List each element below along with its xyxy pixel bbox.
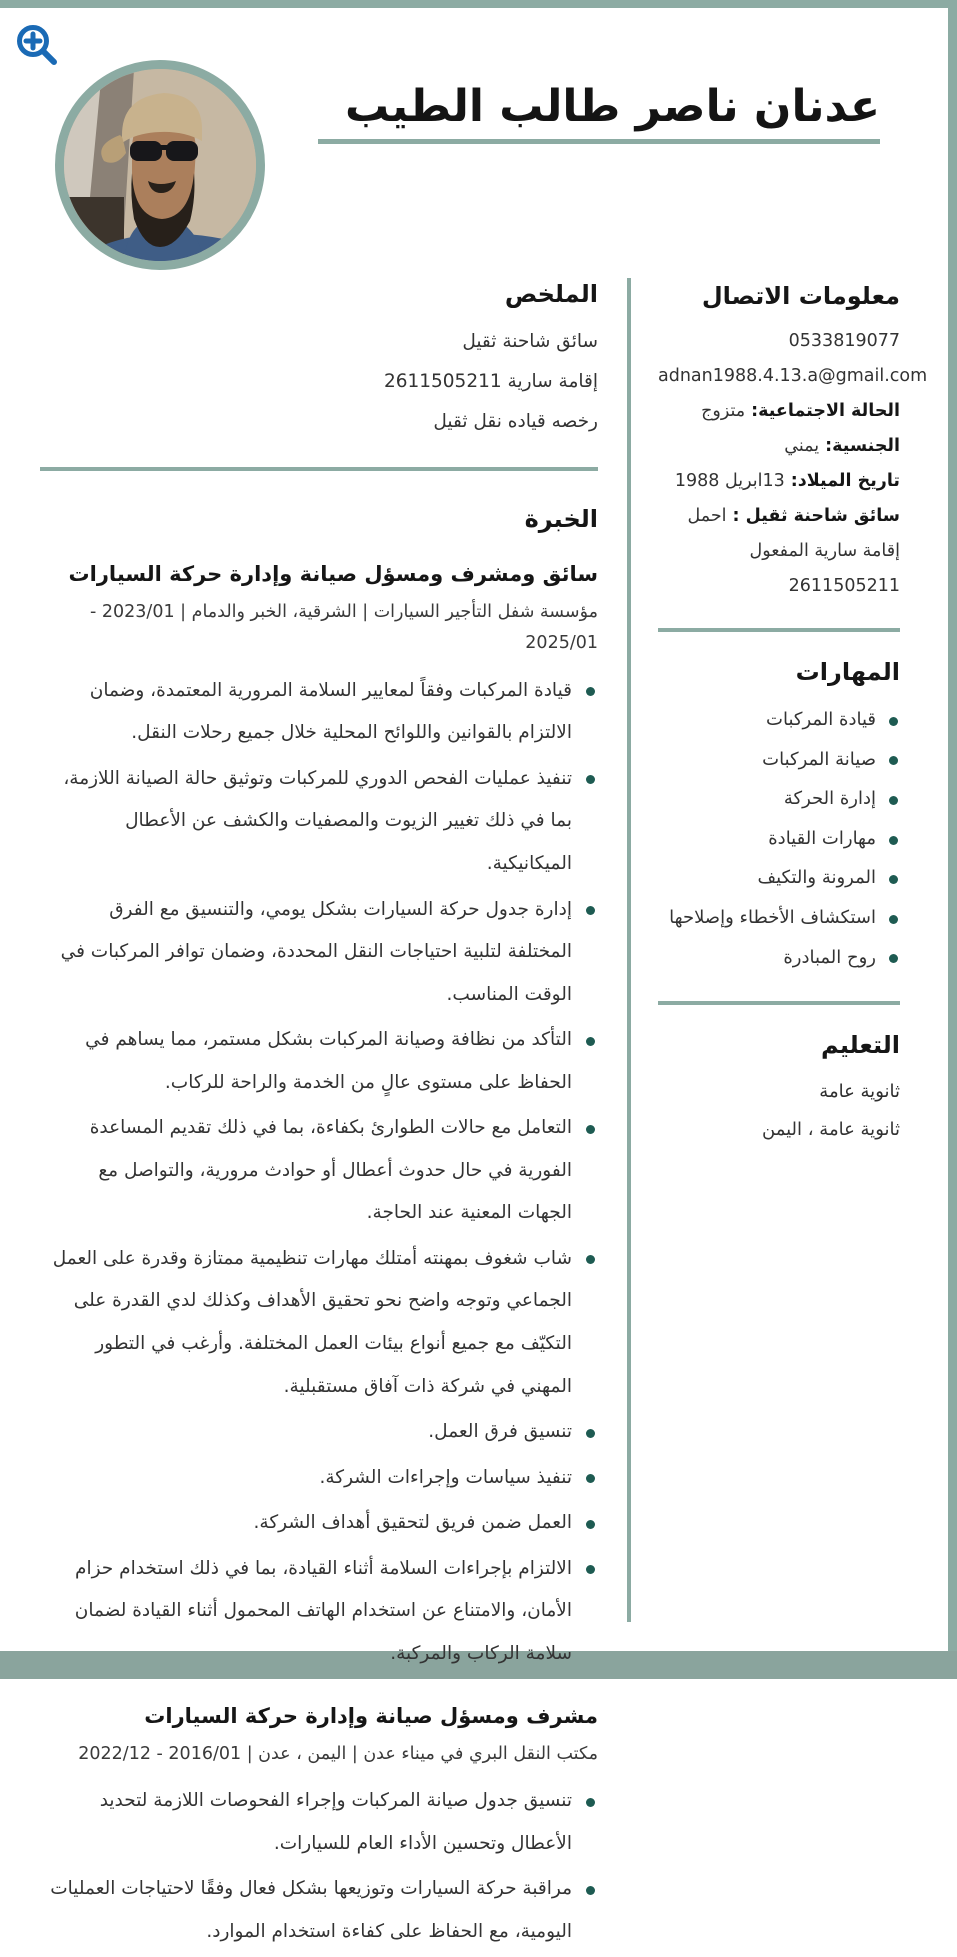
skills-title: المهارات bbox=[795, 658, 900, 686]
skills-list bbox=[658, 700, 900, 977]
summary-line: إقامة سارية 2611505211 bbox=[383, 370, 598, 392]
job-meta: مكتب النقل البري في ميناء عدن | اليمن ، عدن | 2016/01 - 2022/12 bbox=[78, 1743, 598, 1764]
zoom-in-icon bbox=[12, 20, 64, 72]
list-item: العمل ضمن فريق لتحقيق أهداف الشركة. bbox=[40, 1502, 598, 1545]
page-title: عدنان ناصر طالب الطيب bbox=[344, 81, 880, 133]
marital-status-field bbox=[658, 394, 900, 429]
list-item: إدارة الحركة bbox=[658, 779, 900, 819]
avatar bbox=[55, 60, 265, 270]
education-title: التعليم bbox=[821, 1031, 900, 1060]
summary-line: سائق شاحنة ثقيل bbox=[462, 331, 598, 352]
summary-line: رخصه قياده نقل ثقيل bbox=[433, 410, 598, 432]
list-item: مهارات القيادة bbox=[658, 819, 900, 859]
list-item: مراقبة حركة السيارات وتوزيعها بشكل فعال وفقًا لاحتياجات العمليات اليومية، مع الحفاظ على كفاءة استخدام الموارد. bbox=[40, 1868, 598, 1953]
sidebar-divider bbox=[658, 1001, 900, 1005]
sidebar-divider bbox=[658, 628, 900, 632]
license-field bbox=[658, 499, 900, 604]
list-item: المرونة والتكيف bbox=[658, 858, 900, 898]
list-item: تنفيذ عمليات الفحص الدوري للمركبات وتوثيق حالة الصيانة اللازمة، بما في ذلك تغيير الزيوت والمصفيات والكشف عن الأعطال الميكانيكية. bbox=[40, 758, 598, 886]
right-accent-strip bbox=[948, 8, 957, 1651]
job-role: مشرف ومسؤل صيانة وإدارة حركة السيارات bbox=[144, 1704, 598, 1729]
phone-number: 0533819077 bbox=[788, 331, 900, 351]
job-bullets bbox=[40, 1780, 598, 1953]
list-item: التعامل مع حالات الطوارئ بكفاءة، بما في ذلك تقديم المساعدة الفورية في حال حدوث أعطال أو حوادث مرورية، والتواصل مع الجهات المعنية عند الحاجة. bbox=[40, 1107, 598, 1235]
sidebar bbox=[658, 282, 928, 1149]
birthdate-field bbox=[658, 464, 900, 499]
list-item: استكشاف الأخطاء وإصلاحها bbox=[658, 898, 900, 938]
contact-section bbox=[658, 282, 928, 604]
contact-title: معلومات الاتصال bbox=[701, 282, 900, 310]
main-divider bbox=[40, 467, 598, 471]
list-item: صيانة المركبات bbox=[658, 740, 900, 780]
profile-photo bbox=[64, 69, 256, 261]
field-value: احمل إقامة سارية المفعول 2611505211 bbox=[687, 506, 900, 596]
list-item: إدارة جدول حركة السيارات بشكل يومي، والتنسيق مع الفرق المختلفة لتلبية احتياجات النقل المحددة، وضمان توافر المركبات في الوقت المناسب. bbox=[40, 889, 598, 1017]
list-item: تنفيذ سياسات وإجراءات الشركة. bbox=[40, 1457, 598, 1500]
zoom-in-button[interactable] bbox=[12, 20, 64, 72]
job-entry bbox=[40, 1701, 598, 1953]
name-underline bbox=[318, 139, 880, 144]
summary-title: الملخص bbox=[504, 280, 598, 308]
list-item: الالتزام بإجراءات السلامة أثناء القيادة، بما في ذلك استخدام حزام الأمان، والامتناع عن استخدام الهاتف المحمول أثناء القيادة لضمان سلامة الركاب والمركبة. bbox=[40, 1548, 598, 1676]
list-item: شاب شغوف بمهنته أمتلك مهارات تنظيمية ممتازة وقدرة على العمل الجماعي وتوجه واضح نحو تحقيق الأهداف وكذلك لدي القدرة على التكيّف مع جميع أنواع بيئات العمل المختلفة. وأرغب في التطور المهني في شركة ذات آفاق مستقبلية. bbox=[40, 1238, 598, 1408]
field-label: تاريخ الميلاد: bbox=[790, 471, 900, 491]
list-item: قيادة المركبات وفقاً لمعايير السلامة المرورية المعتمدة، وضمان الالتزام بالقوانين واللوائح المحلية خلال جميع رحلات النقل. bbox=[40, 670, 598, 755]
education-school: ثانوية عامة ، اليمن bbox=[762, 1118, 900, 1140]
list-item: قيادة المركبات bbox=[658, 700, 900, 740]
nationality-field bbox=[658, 429, 900, 464]
education-section bbox=[658, 1031, 900, 1149]
job-meta: مؤسسة شفل التأجير السيارات | الشرقية، الخبر والدمام | 2023/01 - 2025/01 bbox=[90, 601, 598, 654]
experience-section bbox=[40, 505, 598, 1953]
list-item: تنسيق جدول صيانة المركبات وإجراء الفحوصات اللازمة لتحديد الأعطال وتحسين الأداء العام للسيارات. bbox=[40, 1780, 598, 1865]
skills-section bbox=[658, 658, 900, 977]
field-label: الجنسية: bbox=[825, 436, 900, 456]
list-item: روح المبادرة bbox=[658, 938, 900, 978]
job-role: سائق ومشرف ومسؤل صيانة وإدارة حركة السيارات bbox=[68, 562, 598, 587]
field-label: سائق شاحنة ثقيل : bbox=[732, 506, 900, 526]
email-address: adnan1988.4.13.a@gmail.com bbox=[658, 366, 928, 386]
education-degree: ثانوية عامة bbox=[819, 1081, 900, 1103]
main-column bbox=[40, 280, 598, 1957]
field-value: متزوج bbox=[701, 401, 746, 421]
field-value: 13ابريل 1988 bbox=[674, 471, 785, 491]
field-value: يمني bbox=[784, 436, 820, 456]
experience-title: الخبرة bbox=[524, 505, 598, 534]
top-accent-bar bbox=[0, 0, 957, 8]
field-label: الحالة الاجتماعية: bbox=[751, 401, 900, 421]
job-entry bbox=[40, 559, 598, 1675]
job-bullets bbox=[40, 670, 598, 1676]
summary-section bbox=[40, 280, 598, 441]
list-item: التأكد من نظافة وصيانة المركبات بشكل مستمر، مما يساهم في الحفاظ على مستوى عالٍ من الخدمة والراحة للركاب. bbox=[40, 1019, 598, 1104]
list-item: تنسيق فرق العمل. bbox=[40, 1411, 598, 1454]
column-divider bbox=[627, 278, 631, 1622]
